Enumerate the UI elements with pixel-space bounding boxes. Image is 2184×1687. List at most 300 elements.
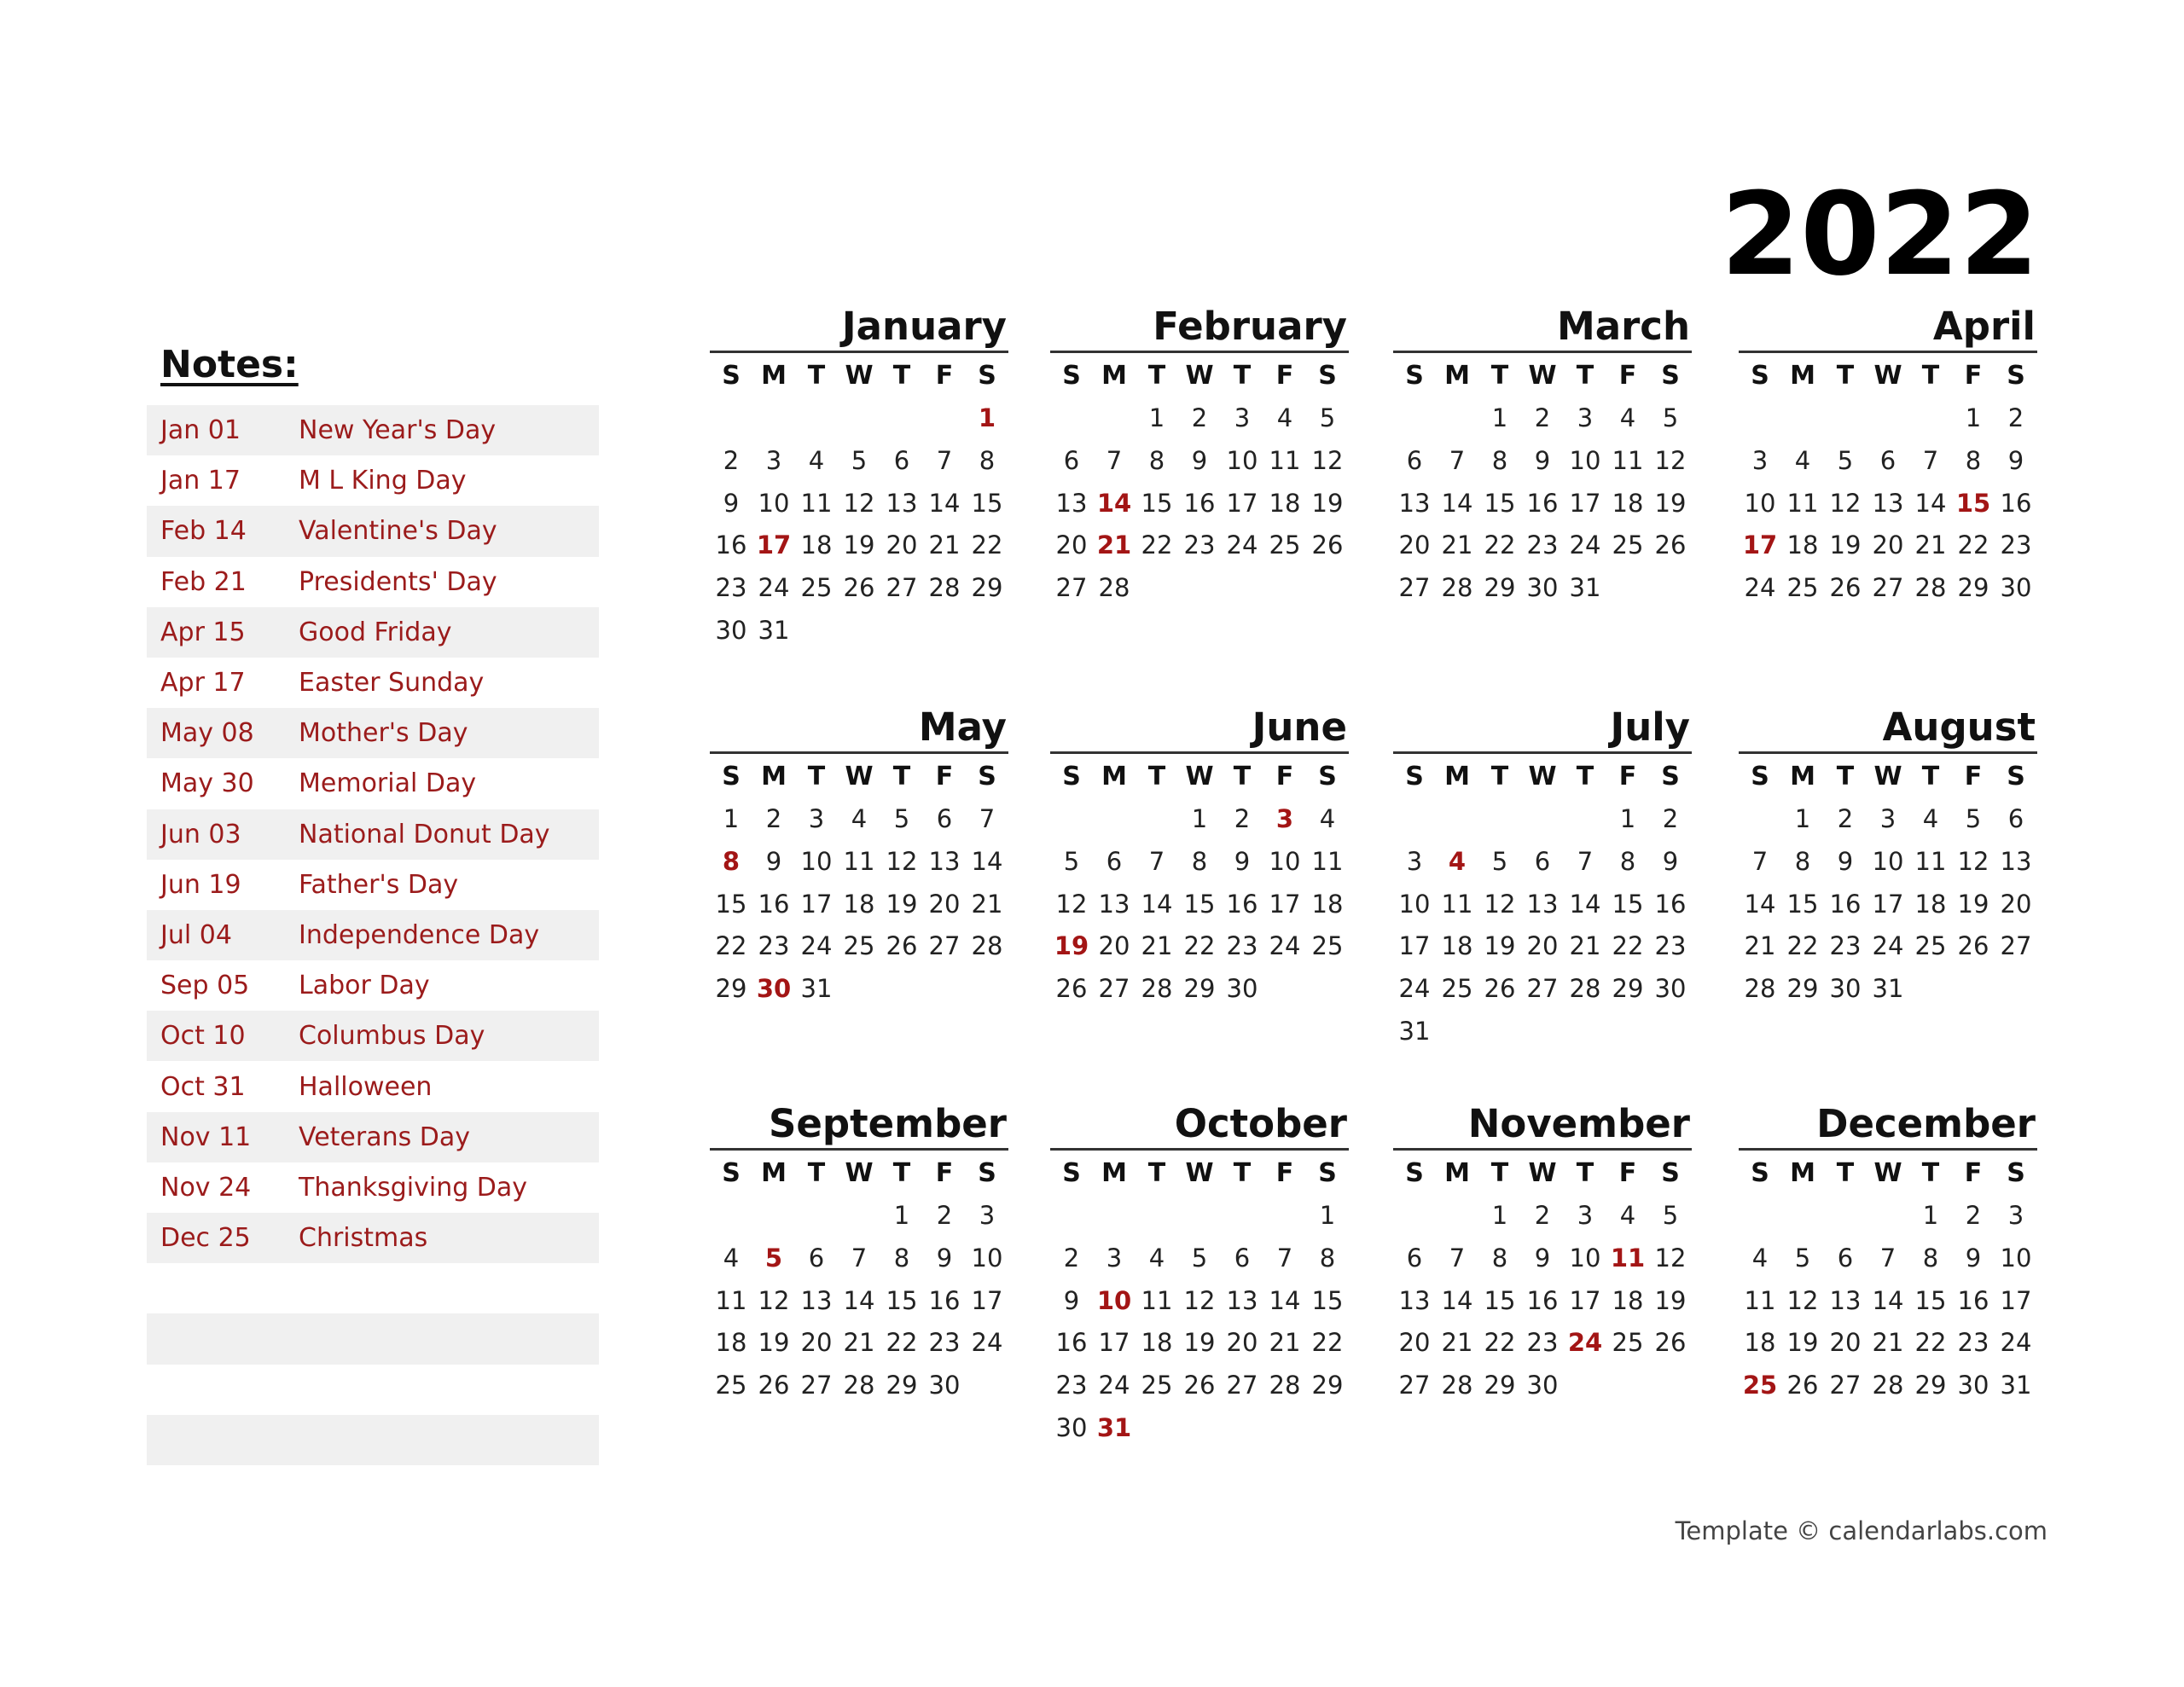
day-number: 27 xyxy=(1226,1371,1258,1400)
weekday-label: S xyxy=(2007,1158,2025,1188)
note-date: Oct 31 xyxy=(160,1071,246,1102)
day-number: 8 xyxy=(1619,846,1636,876)
day-number: 16 xyxy=(1957,1285,1989,1315)
day-number: 9 xyxy=(1837,846,1854,876)
day-grid xyxy=(1739,798,2037,1011)
weekday-header xyxy=(1050,756,1349,798)
note-name: Independence Day xyxy=(299,919,540,950)
day-number: 5 xyxy=(1491,846,1508,876)
weekday-label: S xyxy=(1405,1158,1424,1188)
day-number: 1 xyxy=(723,804,740,833)
day-number: 19 xyxy=(1484,931,1516,961)
day-number: 1 xyxy=(1794,804,1811,833)
day-grid xyxy=(710,397,1008,652)
day-number: 22 xyxy=(1141,530,1173,560)
day-number: 27 xyxy=(800,1371,833,1400)
weekday-header xyxy=(1393,1152,1692,1195)
weekday-label: S xyxy=(722,762,741,791)
note-date: May 30 xyxy=(160,768,254,799)
day-number: 9 xyxy=(1063,1285,1080,1315)
day-number: 7 xyxy=(1148,846,1165,876)
weekday-label: M xyxy=(1101,361,1127,391)
weekday-label: W xyxy=(1873,361,1902,391)
day-number: 22 xyxy=(886,1328,918,1358)
note-row xyxy=(147,1061,599,1111)
day-number: 30 xyxy=(1526,573,1559,603)
weekday-label: W xyxy=(1873,1158,1902,1188)
note-name: Presidents' Day xyxy=(299,566,497,597)
month-october xyxy=(1050,1100,1349,1450)
holiday-day: 17 xyxy=(1742,530,1778,560)
day-number: 30 xyxy=(715,615,747,645)
day-grid xyxy=(1050,798,1349,1011)
day-number: 15 xyxy=(886,1285,918,1315)
day-number: 12 xyxy=(1055,889,1088,919)
weekday-label: W xyxy=(845,1158,874,1188)
month-november xyxy=(1393,1100,1692,1407)
day-grid xyxy=(710,1195,1008,1407)
day-number: 29 xyxy=(1484,1371,1516,1400)
note-date: Jan 01 xyxy=(160,415,241,446)
day-number: 17 xyxy=(1098,1328,1130,1358)
weekday-label: W xyxy=(845,762,874,791)
holiday-day: 3 xyxy=(1275,804,1294,833)
day-number: 28 xyxy=(1441,1371,1473,1400)
day-number: 18 xyxy=(1612,488,1644,518)
weekday-label: S xyxy=(1318,1158,1337,1188)
weekday-label: T xyxy=(1490,762,1509,791)
day-number: 29 xyxy=(1914,1371,1947,1400)
weekday-label: M xyxy=(1790,762,1815,791)
month-may xyxy=(710,704,1008,1011)
day-number: 18 xyxy=(800,530,833,560)
day-number: 21 xyxy=(843,1328,875,1358)
day-number: 1 xyxy=(1319,1201,1336,1230)
month-name: February xyxy=(1050,303,1349,353)
day-grid xyxy=(1050,397,1349,610)
day-number: 19 xyxy=(1654,488,1687,518)
day-number: 17 xyxy=(1398,931,1431,961)
weekday-label: S xyxy=(978,361,996,391)
day-number: 16 xyxy=(1226,889,1258,919)
day-number: 10 xyxy=(758,488,790,518)
day-number: 12 xyxy=(1484,889,1516,919)
weekday-label: S xyxy=(1062,1158,1081,1188)
month-september xyxy=(710,1100,1008,1407)
weekday-label: T xyxy=(1836,1158,1855,1188)
weekday-label: F xyxy=(1275,1158,1294,1188)
day-number: 28 xyxy=(971,931,1003,961)
note-row xyxy=(147,506,599,556)
day-number: 28 xyxy=(1569,974,1601,1004)
day-number: 1 xyxy=(1619,804,1636,833)
month-name: August xyxy=(1739,704,2037,754)
day-number: 23 xyxy=(1526,1328,1559,1358)
day-number: 1 xyxy=(1148,403,1165,432)
day-number: 22 xyxy=(1484,1328,1516,1358)
day-number: 24 xyxy=(1744,573,1776,603)
holiday-day: 25 xyxy=(1742,1371,1778,1400)
day-number: 24 xyxy=(1872,931,1904,961)
note-date: Nov 24 xyxy=(160,1172,252,1203)
month-name: July xyxy=(1393,704,1692,754)
day-number: 9 xyxy=(1534,445,1551,475)
month-december xyxy=(1739,1100,2037,1407)
day-grid xyxy=(1393,1195,1692,1407)
day-number: 6 xyxy=(1534,846,1551,876)
day-number: 15 xyxy=(1914,1285,1947,1315)
holiday-day: 17 xyxy=(756,530,792,560)
note-name: M L King Day xyxy=(299,466,467,496)
day-number: 27 xyxy=(1098,974,1130,1004)
day-number: 28 xyxy=(1098,573,1130,603)
day-number: 7 xyxy=(979,804,996,833)
weekday-label: S xyxy=(1318,361,1337,391)
day-number: 21 xyxy=(928,530,961,560)
note-row xyxy=(147,607,599,658)
day-number: 12 xyxy=(1311,445,1344,475)
day-number: 31 xyxy=(1398,1016,1431,1046)
day-number: 30 xyxy=(1829,974,1862,1004)
month-name: May xyxy=(710,704,1008,754)
day-number: 9 xyxy=(936,1243,953,1272)
day-number: 10 xyxy=(1744,488,1776,518)
note-date: Jun 03 xyxy=(160,819,241,849)
day-number: 12 xyxy=(886,846,918,876)
day-number: 10 xyxy=(2000,1243,2032,1272)
weekday-label: W xyxy=(1185,361,1214,391)
day-number: 6 xyxy=(1406,445,1423,475)
day-number: 7 xyxy=(1751,846,1769,876)
day-number: 14 xyxy=(1569,889,1601,919)
day-number: 24 xyxy=(2000,1328,2032,1358)
day-number: 14 xyxy=(971,846,1003,876)
day-number: 6 xyxy=(1234,1243,1251,1272)
day-number: 18 xyxy=(843,889,875,919)
day-number: 23 xyxy=(928,1328,961,1358)
weekday-label: F xyxy=(935,361,954,391)
day-number: 5 xyxy=(893,804,910,833)
day-number: 24 xyxy=(971,1328,1003,1358)
weekday-header xyxy=(1739,355,2037,397)
day-number: 17 xyxy=(1226,488,1258,518)
day-number: 25 xyxy=(715,1371,747,1400)
day-number: 4 xyxy=(851,804,868,833)
day-number: 20 xyxy=(886,530,918,560)
day-number: 6 xyxy=(2007,804,2024,833)
day-number: 28 xyxy=(928,573,961,603)
day-number: 22 xyxy=(1786,931,1819,961)
day-number: 2 xyxy=(2007,403,2024,432)
day-number: 5 xyxy=(1794,1243,1811,1272)
day-number: 3 xyxy=(1577,403,1594,432)
weekday-label: T xyxy=(892,762,911,791)
day-number: 31 xyxy=(2000,1371,2032,1400)
weekday-label: S xyxy=(1751,762,1769,791)
day-number: 20 xyxy=(1098,931,1130,961)
day-number: 26 xyxy=(1055,974,1088,1004)
day-number: 6 xyxy=(936,804,953,833)
weekday-label: F xyxy=(1618,361,1637,391)
month-april xyxy=(1739,303,2037,610)
day-grid xyxy=(1739,1195,2037,1407)
day-number: 26 xyxy=(1183,1371,1216,1400)
weekday-label: S xyxy=(1661,1158,1680,1188)
day-number: 11 xyxy=(1311,846,1344,876)
day-number: 25 xyxy=(1311,931,1344,961)
weekday-label: T xyxy=(807,361,826,391)
day-number: 21 xyxy=(971,889,1003,919)
day-number: 15 xyxy=(1311,1285,1344,1315)
day-number: 30 xyxy=(1055,1412,1088,1442)
weekday-label: T xyxy=(1836,762,1855,791)
day-number: 27 xyxy=(1055,573,1088,603)
day-number: 9 xyxy=(1662,846,1679,876)
day-number: 6 xyxy=(1406,1243,1423,1272)
weekday-label: T xyxy=(1836,361,1855,391)
day-number: 19 xyxy=(1786,1328,1819,1358)
day-number: 13 xyxy=(1398,1285,1431,1315)
day-number: 29 xyxy=(971,573,1003,603)
day-number: 2 xyxy=(1063,1243,1080,1272)
day-number: 3 xyxy=(808,804,825,833)
weekday-header xyxy=(1050,1152,1349,1195)
day-number: 6 xyxy=(1879,445,1896,475)
day-number: 18 xyxy=(1441,931,1473,961)
note-name: Mother's Day xyxy=(299,718,468,749)
day-number: 7 xyxy=(1449,1243,1466,1272)
day-number: 21 xyxy=(1872,1328,1904,1358)
day-number: 13 xyxy=(928,846,961,876)
day-number: 7 xyxy=(936,445,953,475)
note-row xyxy=(147,708,599,758)
weekday-label: T xyxy=(1576,762,1594,791)
day-number: 13 xyxy=(800,1285,833,1315)
day-number: 3 xyxy=(1106,1243,1123,1272)
day-number: 23 xyxy=(1829,931,1862,961)
day-number: 27 xyxy=(2000,931,2032,961)
weekday-label: T xyxy=(1233,762,1252,791)
day-number: 4 xyxy=(1148,1243,1165,1272)
day-number: 24 xyxy=(758,573,790,603)
day-number: 16 xyxy=(758,889,790,919)
weekday-label: F xyxy=(1964,1158,1983,1188)
day-number: 10 xyxy=(1226,445,1258,475)
day-number: 29 xyxy=(1183,974,1216,1004)
day-number: 2 xyxy=(1534,1201,1551,1230)
day-number: 20 xyxy=(1872,530,1904,560)
month-name: November xyxy=(1393,1100,1692,1151)
day-number: 15 xyxy=(1141,488,1173,518)
day-number: 5 xyxy=(851,445,868,475)
day-number: 19 xyxy=(758,1328,790,1358)
day-number: 16 xyxy=(928,1285,961,1315)
day-number: 7 xyxy=(1879,1243,1896,1272)
month-name: October xyxy=(1050,1100,1349,1151)
day-number: 3 xyxy=(765,445,782,475)
day-number: 2 xyxy=(1191,403,1208,432)
day-number: 11 xyxy=(1269,445,1301,475)
day-number: 2 xyxy=(723,445,740,475)
holiday-day: 5 xyxy=(764,1243,783,1272)
note-date: Oct 10 xyxy=(160,1021,246,1052)
month-name: June xyxy=(1050,704,1349,754)
note-date: Apr 17 xyxy=(160,668,246,699)
day-number: 5 xyxy=(1662,403,1679,432)
day-number: 13 xyxy=(1872,488,1904,518)
day-number: 15 xyxy=(1612,889,1644,919)
day-number: 6 xyxy=(808,1243,825,1272)
day-number: 10 xyxy=(1398,889,1431,919)
day-number: 4 xyxy=(808,445,825,475)
weekday-label: S xyxy=(2007,361,2025,391)
weekday-label: T xyxy=(892,1158,911,1188)
note-name: Veterans Day xyxy=(299,1122,471,1152)
weekday-label: M xyxy=(1790,361,1815,391)
holiday-day: 31 xyxy=(1096,1412,1132,1442)
day-number: 30 xyxy=(1226,974,1258,1004)
day-number: 16 xyxy=(1183,488,1216,518)
note-row xyxy=(147,860,599,910)
day-number: 5 xyxy=(1063,846,1080,876)
note-date: Jan 17 xyxy=(160,466,241,496)
weekday-label: S xyxy=(722,1158,741,1188)
note-name: Valentine's Day xyxy=(299,516,497,547)
day-number: 7 xyxy=(851,1243,868,1272)
day-number: 2 xyxy=(765,804,782,833)
day-number: 8 xyxy=(893,1243,910,1272)
day-number: 15 xyxy=(1183,889,1216,919)
day-number: 29 xyxy=(1786,974,1819,1004)
note-name: Memorial Day xyxy=(299,768,477,799)
day-number: 13 xyxy=(1226,1285,1258,1315)
day-number: 19 xyxy=(886,889,918,919)
day-number: 19 xyxy=(1829,530,1862,560)
note-date: Jul 04 xyxy=(160,919,232,950)
weekday-header xyxy=(1050,355,1349,397)
note-date: Feb 14 xyxy=(160,516,247,547)
note-name: Good Friday xyxy=(299,617,452,647)
day-number: 26 xyxy=(1829,573,1862,603)
weekday-label: F xyxy=(1618,762,1637,791)
day-number: 11 xyxy=(1786,488,1819,518)
day-number: 22 xyxy=(715,931,747,961)
note-row xyxy=(147,1313,599,1364)
day-grid xyxy=(710,798,1008,1011)
weekday-header xyxy=(1393,355,1692,397)
day-number: 13 xyxy=(1526,889,1559,919)
day-number: 16 xyxy=(1526,488,1559,518)
day-number: 21 xyxy=(1141,931,1173,961)
day-number: 26 xyxy=(1654,530,1687,560)
day-number: 17 xyxy=(1569,1285,1601,1315)
day-number: 19 xyxy=(1654,1285,1687,1315)
day-number: 8 xyxy=(1148,445,1165,475)
day-number: 21 xyxy=(1269,1328,1301,1358)
day-number: 25 xyxy=(1441,974,1473,1004)
weekday-label: W xyxy=(1528,762,1557,791)
weekday-label: S xyxy=(1318,762,1337,791)
note-name: National Donut Day xyxy=(299,819,550,849)
weekday-label: F xyxy=(1964,762,1983,791)
day-number: 12 xyxy=(843,488,875,518)
weekday-label: T xyxy=(1921,361,1940,391)
day-number: 23 xyxy=(2000,530,2032,560)
note-row xyxy=(147,455,599,506)
weekday-label: M xyxy=(761,1158,787,1188)
day-number: 4 xyxy=(1619,1201,1636,1230)
day-number: 26 xyxy=(1484,974,1516,1004)
weekday-label: F xyxy=(1618,1158,1637,1188)
holiday-day: 8 xyxy=(722,846,741,876)
day-number: 26 xyxy=(1654,1328,1687,1358)
day-number: 24 xyxy=(1569,530,1601,560)
day-number: 10 xyxy=(800,846,833,876)
holiday-day: 1 xyxy=(978,403,996,432)
day-number: 27 xyxy=(1398,573,1431,603)
day-number: 8 xyxy=(1491,445,1508,475)
weekday-label: S xyxy=(1405,762,1424,791)
month-name: April xyxy=(1739,303,2037,353)
day-number: 13 xyxy=(1098,889,1130,919)
holiday-day: 24 xyxy=(1567,1328,1603,1358)
note-row xyxy=(147,1263,599,1313)
weekday-header xyxy=(1393,756,1692,798)
day-number: 24 xyxy=(800,931,833,961)
note-name: Labor Day xyxy=(299,971,430,1001)
day-number: 12 xyxy=(1654,445,1687,475)
day-number: 14 xyxy=(1269,1285,1301,1315)
month-february xyxy=(1050,303,1349,610)
day-number: 10 xyxy=(971,1243,1003,1272)
day-number: 3 xyxy=(979,1201,996,1230)
day-number: 30 xyxy=(1526,1371,1559,1400)
day-number: 24 xyxy=(1398,974,1431,1004)
day-number: 1 xyxy=(1491,1201,1508,1230)
day-number: 14 xyxy=(928,488,961,518)
note-row xyxy=(147,809,599,860)
day-number: 31 xyxy=(1872,974,1904,1004)
day-number: 11 xyxy=(1914,846,1947,876)
day-number: 22 xyxy=(1183,931,1216,961)
note-date: Jun 19 xyxy=(160,869,241,900)
day-grid xyxy=(1739,397,2037,610)
note-row xyxy=(147,1213,599,1263)
day-number: 23 xyxy=(1183,530,1216,560)
weekday-label: T xyxy=(1147,1158,1166,1188)
day-number: 26 xyxy=(758,1371,790,1400)
day-grid xyxy=(1393,397,1692,610)
day-number: 3 xyxy=(2007,1201,2024,1230)
day-number: 26 xyxy=(886,931,918,961)
day-number: 26 xyxy=(843,573,875,603)
day-number: 7 xyxy=(1922,445,1939,475)
day-number: 1 xyxy=(1491,403,1508,432)
weekday-label: M xyxy=(1101,1158,1127,1188)
weekday-label: M xyxy=(1101,762,1127,791)
note-row xyxy=(147,658,599,708)
day-number: 29 xyxy=(1311,1371,1344,1400)
day-number: 25 xyxy=(1612,1328,1644,1358)
weekday-label: W xyxy=(1528,1158,1557,1188)
day-number: 20 xyxy=(1398,1328,1431,1358)
weekday-label: M xyxy=(761,762,787,791)
day-number: 8 xyxy=(1319,1243,1336,1272)
day-number: 17 xyxy=(1269,889,1301,919)
day-number: 25 xyxy=(1269,530,1301,560)
day-number: 8 xyxy=(1922,1243,1939,1272)
day-number: 24 xyxy=(1098,1371,1130,1400)
